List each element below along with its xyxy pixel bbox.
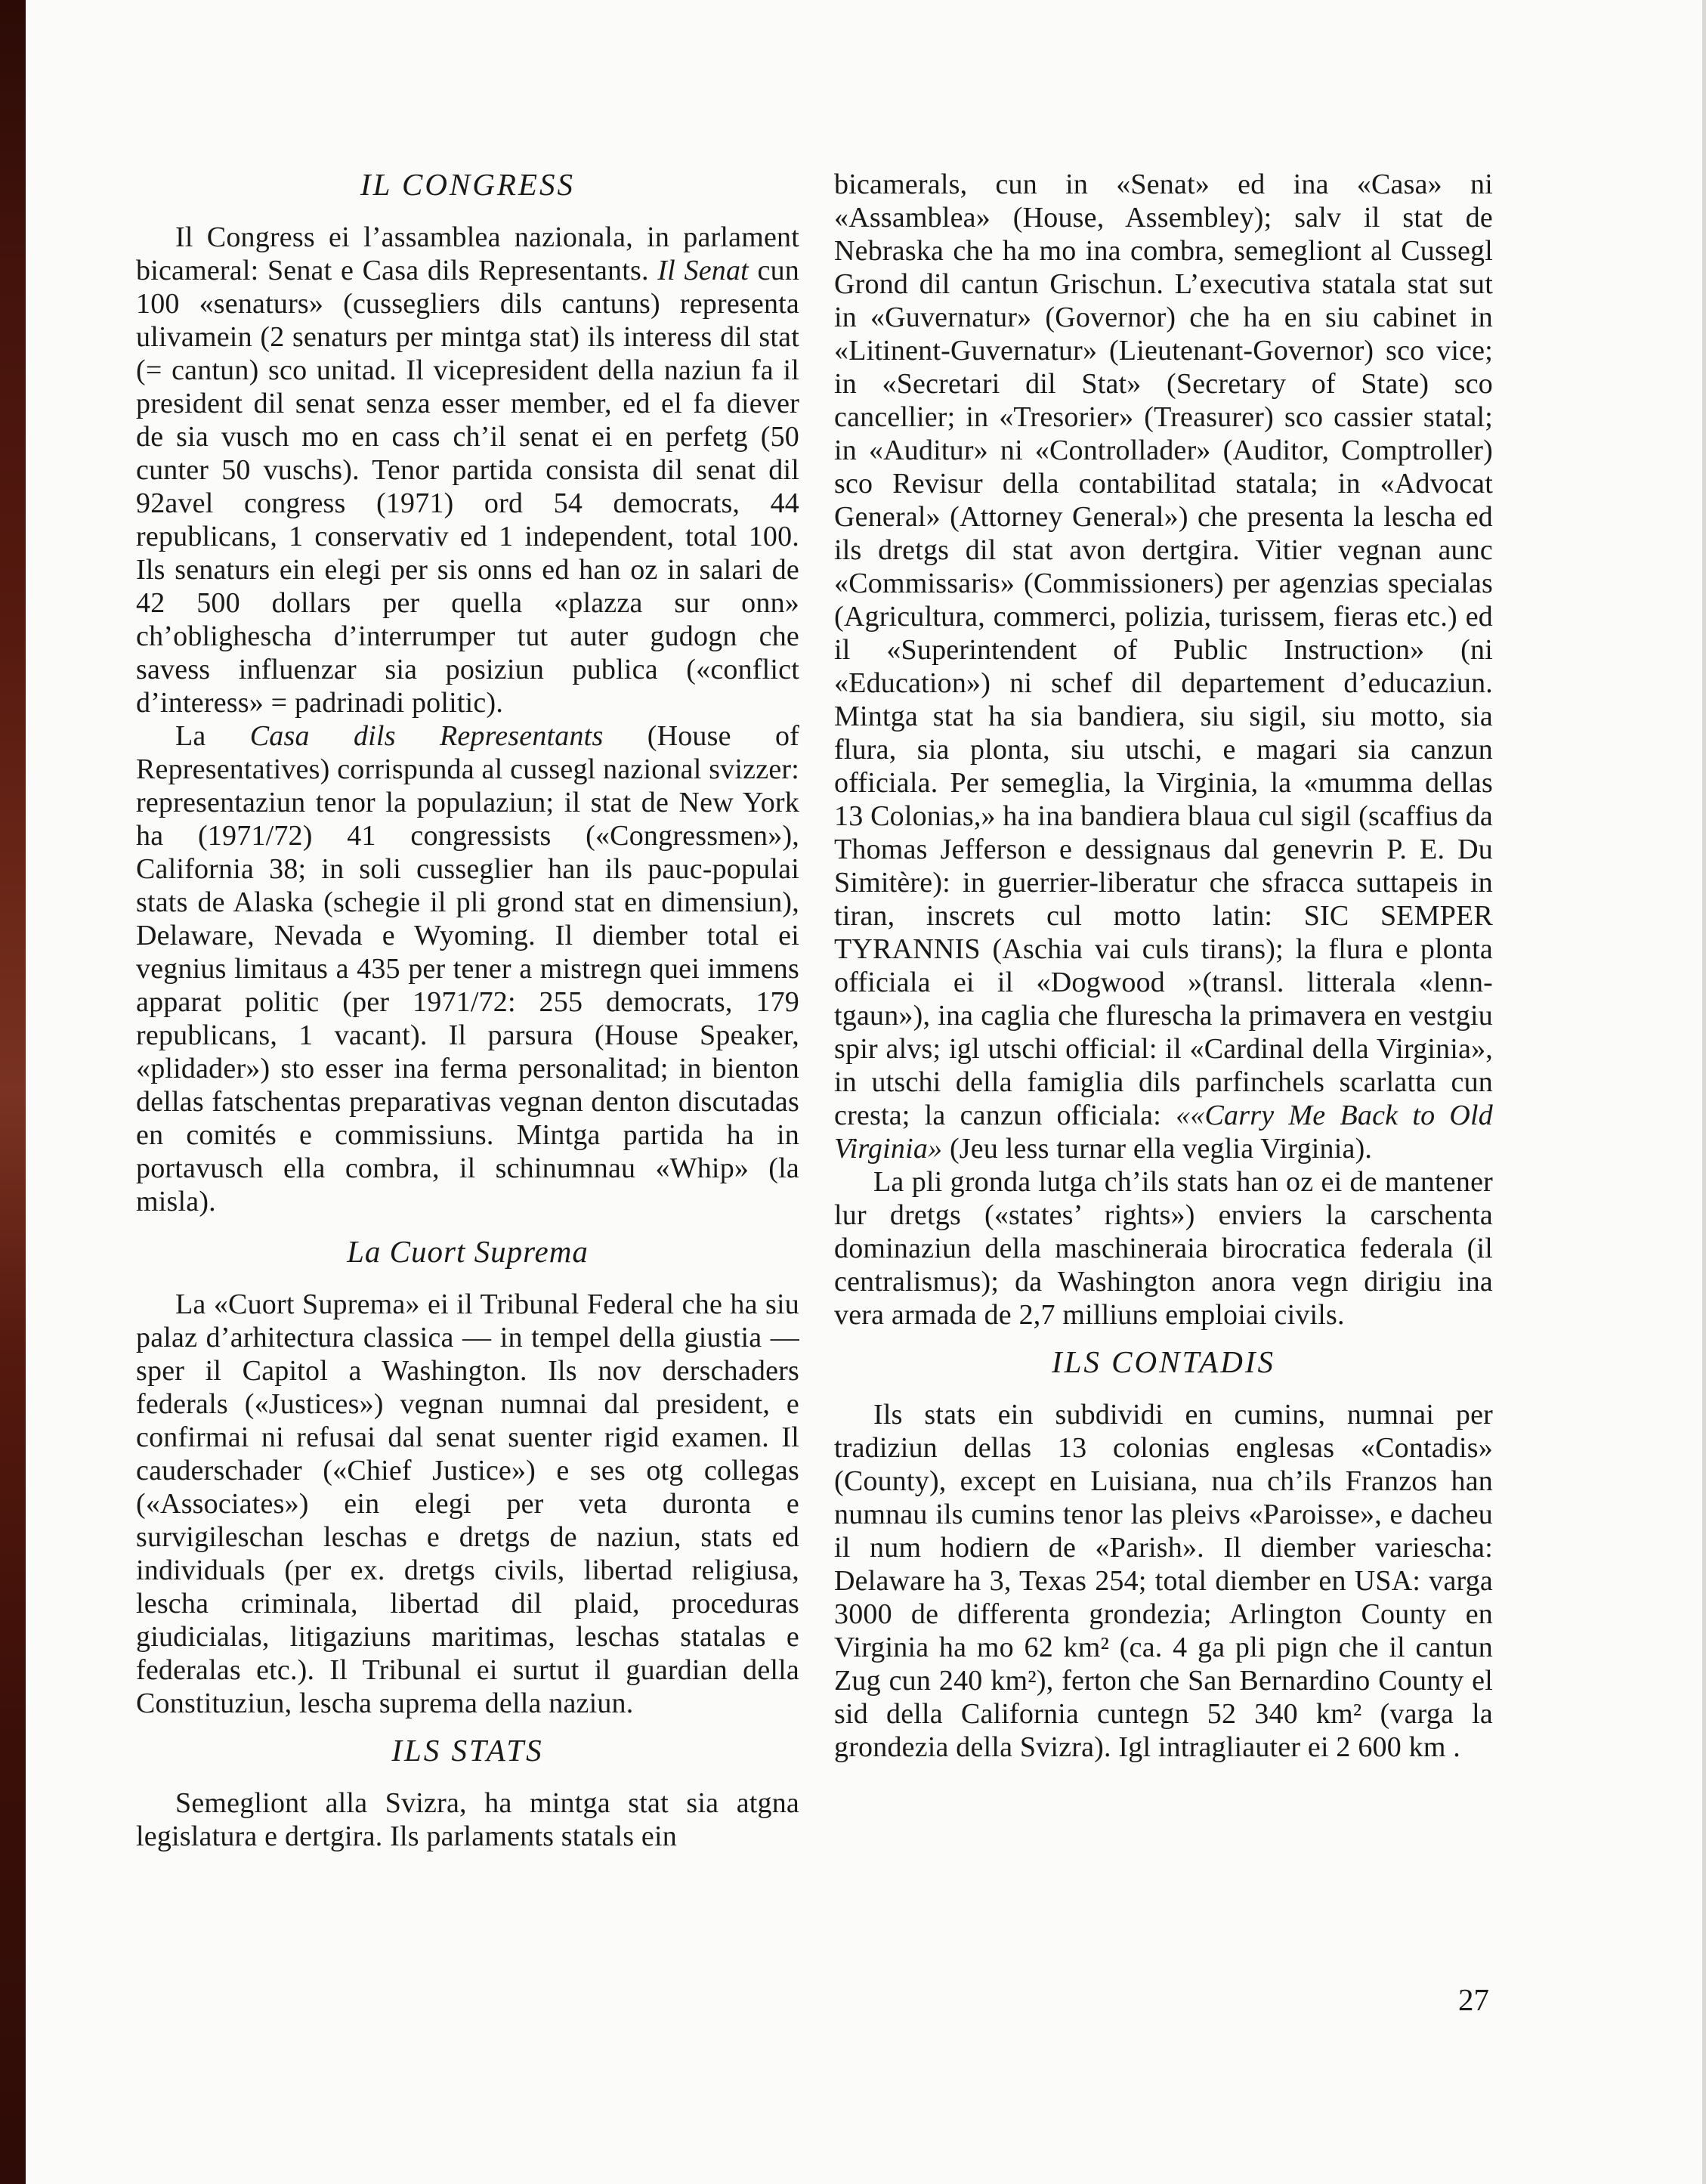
text-run: bicamerals, cun in «Senat» ed ina «Casa» ni «Assamblea» (House, Assembley); salv il stat de Nebraska che ha mo ina combra, semegliont al Cussegl Grond dil cantun Grischun. L’executiva statala stat sut in «Guvernatur» (Governor) che ha en siu cabinet in «Litinent-Guvernatur» (Lieutenant-Governor) sco vice; in «Secretari dil Stat» (Secretary of State) sco cancellier; in «Tresorier» (Treasurer) sco cassier statal; in «Auditur» ni «Controllader» (Auditor, Comptroller) sco Revisur della contabilitad statala; in «Advocat General» (Attorney General») che presenta la lescha ed ils dretgs dil stat avon dertgira. Vitier vegnan aunc «Commissaris» (Commissioners) per agenzias specialas (Agricultura, commerci, polizia, turissem, fieras etc.) ed il «Superintendent of Public Instruction» (ni «Education») ni schef dil departement d’educaziun. Mintga stat ha sia bandiera, siu sigil, siu motto, sia flura, sia plonta, siu utschi, e magari sia canzun officiala. Per semeglia, la Virginia, la «mumma dellas 13 Colonias,» ha ina bandiera blaua cul sigil (scaffius da Thomas Jefferson e dessignaus dal genevrin P. E. Du Simitère): in guerrier-liberatur che sfracca suttapeis in tiran, inscrets cul motto latin: SIC SEMPER TYRANNIS (Aschia vai culs tirans); la flura e plonta officiala ei il «Dogwood »(transl. litterala «lenn-tgaun»), ina caglia che flurescha la primavera en vestgiu spir alvs; igl utschi official: il «Cardinal della Virginia», in utschi della famiglia dils parfinchels scarlatta cun cresta; la canzun officiala: (834, 169, 1493, 1131)
text-run: (Jeu less turnar ella veglia Virginia). (942, 1133, 1373, 1165)
text-run: Il Congress ei l’assamblea nazionala, in parlament bicameral: Senat e Casa dils Representants. (136, 221, 799, 286)
text-run: Casa dils Representants (249, 720, 604, 752)
text-run: (House of Representatives) corrispunda al cussegl nazional svizzer: representaziun tenor la populaziun; il stat de New York ha (1971/72) 41 congressists («Congressmen»), California 38; in soli cusseglier han ils pauc-populai stats de Alaska (schegie il pli grond stat en dimensiun), Delaware, Nevada e Wyoming. Il diember total ei vegnius limitaus a 435 per tener a mistregn quei immens apparat politic (per 1971/72: 255 democrats, 179 republicans, 1 vacant). Il parsura (House Speaker, «plidader») sto esser ina ferma personalitad; in bienton dellas fatschentas preparativas vegnan denton discutadas en comités e commissiuns. Mintga partida ha in portavusch ella combra, il schinumnau «Whip» (la misla). (136, 720, 799, 1217)
section-heading: IL CONGRESS (360, 167, 575, 202)
text-run: cun 100 «senaturs» (cussegliers dils cantuns) representa ulivamein (2 senaturs per mintga stat) ils interess dil stat (= cantun) sco unitad. Il vicepresident della naziun fa il president dil senat senza esser member, ed el fa diever de sia vusch mo en cass ch’il senat ei en perfetg (50 cunter 50 vuschs). Tenor partida consista dil senat dil 92avel congress (1971) ord 54 democrats, 44 republicans, 1 conservativ ed 1 independent, total 100. Ils senaturs ein elegi per sis onns ed han oz in salari de 42 500 dollars per quella «plazza sur onn» ch’oblighescha d’interrumper tut auter gudogn che savess influenzar sia posiziun publica («conflict d’interess» = padrinadi politic). (136, 255, 799, 719)
section-heading: ILS STATS (391, 1733, 544, 1768)
paragraph (136, 1786, 799, 1853)
paragraph (834, 1398, 1493, 1764)
page-number: 27 (1458, 1982, 1489, 2017)
paragraph (136, 1288, 799, 1720)
scan-edge (1702, 0, 1706, 2184)
paragraph (834, 1165, 1493, 1332)
text-run: ««Carry Me Back to Old Virginia» (834, 1100, 1493, 1165)
binding-strip (0, 0, 26, 2184)
text-run: Ils stats ein subdividi en cumins, numnai per tradiziun dellas 13 colonias englesas «Contadis» (County), except en Luisiana, nua ch’ils Franzos han numnau ils cumins tenor las pleivs «Paroisse», e dacheu il num hodiern de «Parish». Il diember variescha: Delaware ha 3, Texas 254; total diember en USA: varga 3000 de differenta grondezia; Arlington County en Virginia ha mo 62 km² (ca. 4 ga pli pign che il cantun Zug cun 240 km²), ferton che San Bernardino County el sid della California cuntegn 52 340 km² (varga la grondezia della Svizra). Igl intragliauter ei 2 600 km . (834, 1399, 1493, 1763)
section-heading: La Cuort Suprema (347, 1234, 589, 1269)
right-column (834, 168, 1493, 1764)
left-column (136, 168, 799, 1853)
paragraph (136, 719, 799, 1218)
text-run: La pli gronda lutga ch’ils stats han oz ei de mantener lur dretgs («states’ rights») enviers la carschenta dominaziun della maschineraia birocratica federala (il centralismus); da Washington anora vegn dirigiu ina vera armada de 2,7 milliuns emploiai civils. (834, 1166, 1493, 1331)
paragraph (136, 221, 799, 719)
section-heading: ILS CONTADIS (1051, 1344, 1276, 1379)
text-run: Il Senat (657, 255, 749, 286)
paragraph (834, 168, 1493, 1165)
text-run: La «Cuort Suprema» ei il Tribunal Federal che ha siu palaz d’arhitectura classica — in tempel della giustia — sper il Capitol a Washington. Ils nov derschaders federals («Justices») vegnan numnai dal president, e confirmai ni refusai dal senat suenter rigid examen. Il cauderschader («Chief Justice») e ses otg collegas («Associates») ein elegi per veta duronta e survigileschan leschas e dretgs de naziun, stats ed individuals (per ex. dretgs civils, libertad religiusa, lescha criminala, libertad dil plaid, proceduras giudicialas, litigaziuns maritimas, leschas statalas e federalas etc.). Il Tribunal ei surtut il guardian della Constituziun, lescha suprema della naziun. (136, 1288, 799, 1719)
text-run: La (175, 720, 250, 752)
text-run: Semegliont alla Svizra, ha mintga stat sia atgna legislatura e dertgira. Ils parlaments statals ein (136, 1787, 799, 1852)
